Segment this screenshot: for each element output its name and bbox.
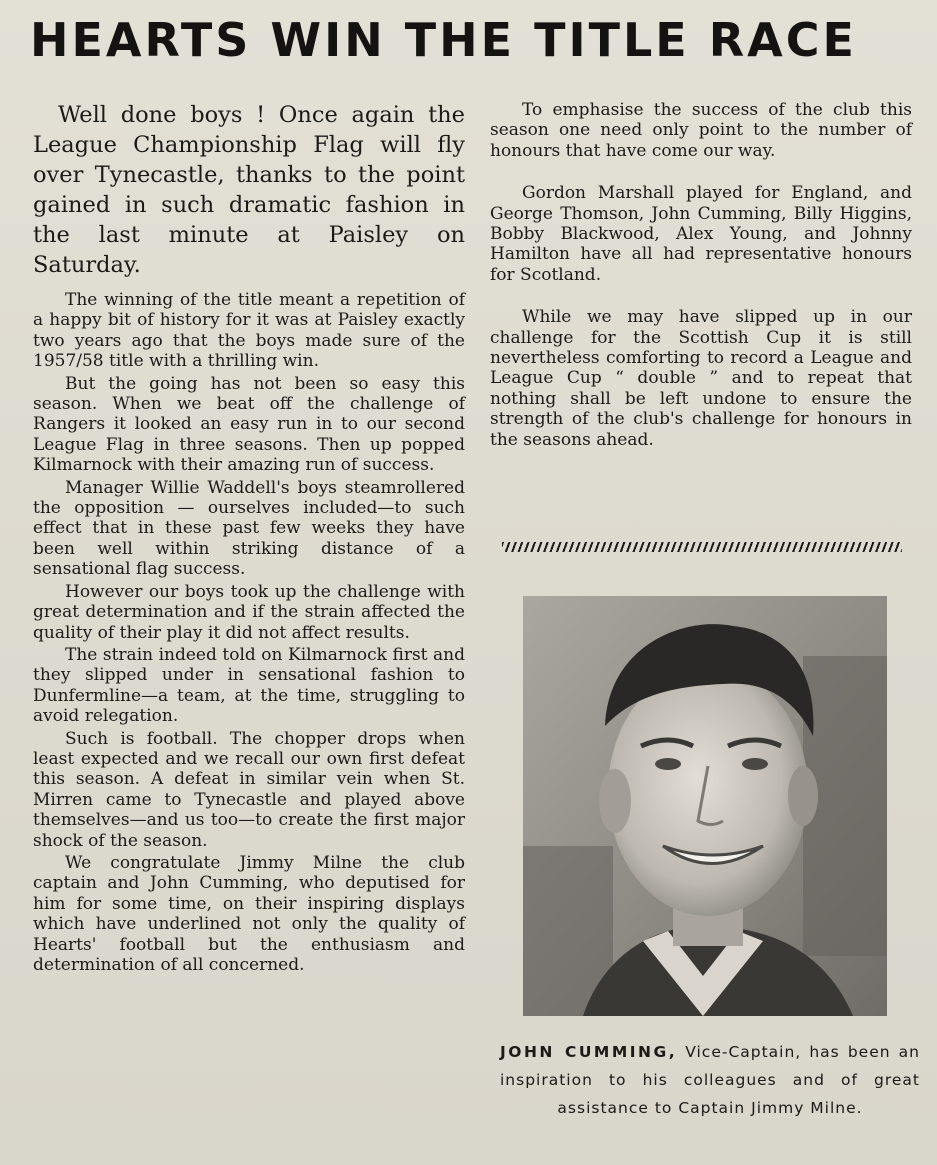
- player-portrait-photo: [523, 596, 887, 1016]
- article-paragraph: We congratulate Jimmy Milne the club captain and John Cumming, who deputised for him for some time, on their inspiring displays which have underlined not only the quality of Hearts' football but the enthusiasm and determination of all concerned.: [33, 852, 465, 975]
- hatched-divider: [502, 542, 902, 552]
- article-paragraph: The strain indeed told on Kilmarnock first and they slipped under in sensational fashion to Dunfermline—a team, at the time, struggling to avoid relegation.: [33, 644, 465, 727]
- article-paragraph: But the going has not been so easy this season. When we beat off the challenge of Rangers it looked an easy run in to our second League Flag in three seasons. Then up popped Kilmarnock with their amazing run of success.: [33, 373, 465, 476]
- article-paragraph: To emphasise the success of the club this season one need only point to the number of honours that have come our way.: [490, 100, 912, 161]
- intro-paragraph: Well done boys ! Once again the League Championship Flag will fly over Tynecastle, thanks to the point gained in such dramatic fashion in the last minute at Paisley on Saturday.: [33, 102, 465, 278]
- article-paragraph: While we may have slipped up in our challenge for the Scottish Cup it is still nevertheless comforting to record a League and League Cup “ double ” and to repeat that nothing shall be left undone to ensure the strength of the club's challenge for honours in the seasons ahead.: [490, 307, 912, 450]
- caption-name: JOHN CUMMING,: [500, 1043, 678, 1061]
- left-column: [33, 100, 465, 977]
- article-paragraph: Gordon Marshall played for England, and George Thomson, John Cumming, Billy Higgins, Bobby Blackwood, Alex Young, and Johnny Hamilton have all had representative honours for Scotland.: [490, 183, 912, 285]
- caption-text: Vice-Captain, has been an inspiration to his colleagues and of great assistance to Captain Jimmy Milne.: [500, 1043, 920, 1117]
- photo-caption: [500, 1038, 920, 1122]
- article-paragraph: However our boys took up the challenge with great determination and if the strain affected the quality of their play it did not affect results.: [33, 581, 465, 643]
- article-paragraph: The winning of the title meant a repetition of a happy bit of history for it was at Paisley exactly two years ago that the boys made sure of the 1957/58 title with a thrilling win.: [33, 290, 465, 372]
- right-column: [490, 100, 912, 472]
- portrait-illustration: [523, 596, 887, 1016]
- article-paragraph: Manager Willie Waddell's boys steamrollered the opposition — ourselves included—to such effect that in these past few weeks they have been well within striking distance of a sensational flag success.: [33, 477, 465, 580]
- headline: HEARTS WIN THE TITLE RACE: [30, 13, 857, 67]
- article-paragraph: Such is football. The chopper drops when least expected and we recall our own first defeat this season. A defeat in similar vein when St. Mirren came to Tynecastle and played above themselves—and us too—to create the first major shock of the season.: [33, 728, 465, 851]
